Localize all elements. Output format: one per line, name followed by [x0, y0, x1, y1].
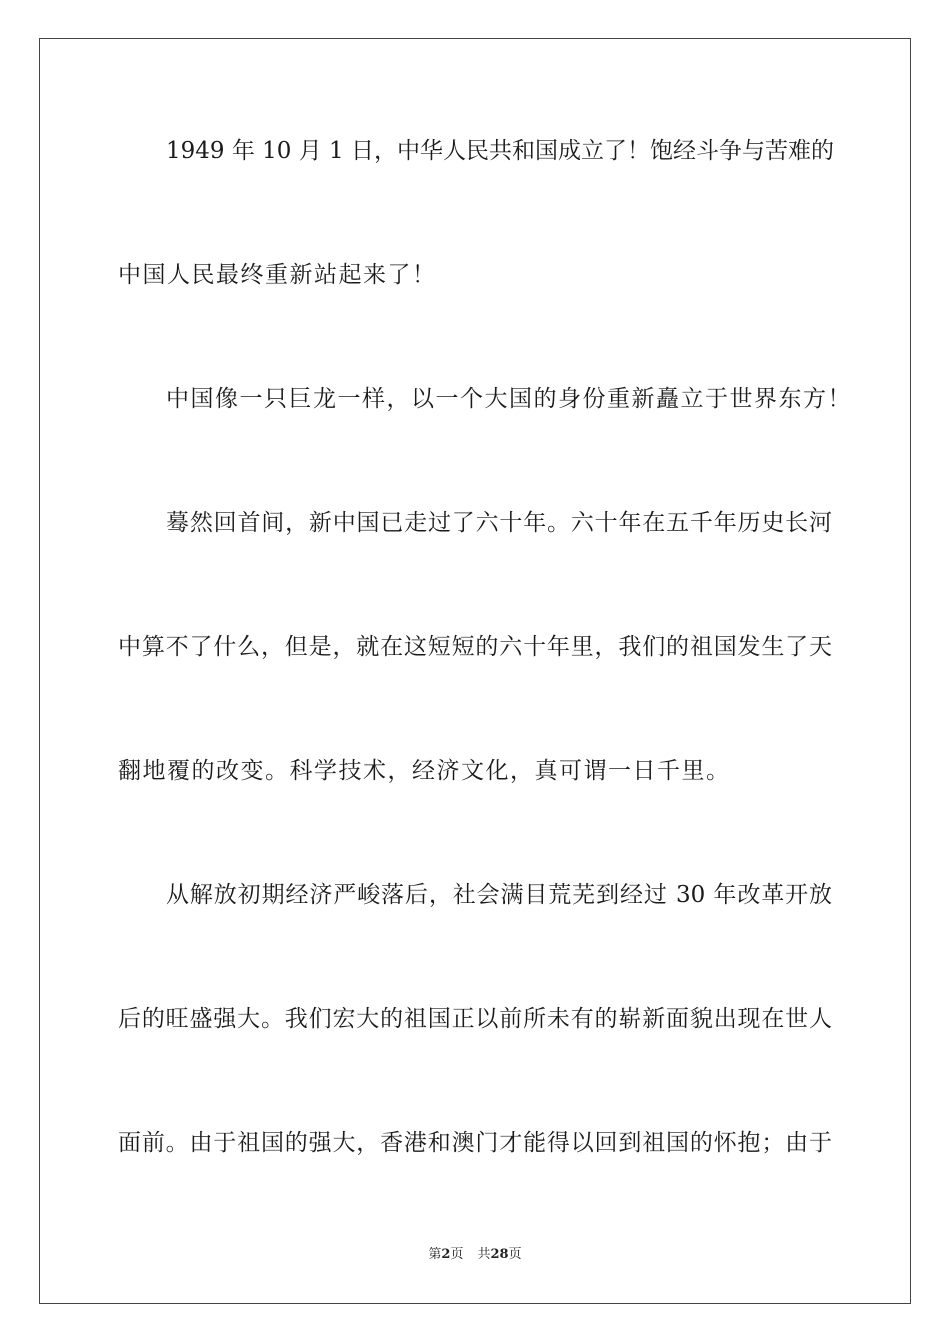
page-border — [39, 38, 911, 1304]
paragraph-3-line-2: 中算不了什么，但是，就在这短短的六十年里，我们的祖国发生了天 — [118, 634, 832, 660]
paragraph-3-line-1: 蓦然回首间，新中国已走过了六十年。六十年在五千年历史长河 — [166, 510, 832, 536]
page-footer — [0, 1246, 950, 1264]
total-pages: 28 — [490, 1247, 509, 1262]
total-suffix: 页 — [508, 1247, 522, 1262]
paragraph-4-line-2: 后的旺盛强大。我们宏大的祖国正以前所未有的崭新面貌出现在世人 — [118, 1006, 832, 1032]
page-prefix: 第 — [428, 1247, 442, 1262]
paragraph-4-line-1: 从解放初期经济严峻落后，社会满目荒芜到经过 30 年改革开放 — [166, 882, 832, 908]
paragraph-3-line-3: 翻地覆的改变。科学技术，经济文化，真可谓一日千里。 — [118, 758, 731, 784]
paragraph-4-line-3: 面前。由于祖国的强大，香港和澳门才能得以回到祖国的怀抱；由于 — [118, 1130, 832, 1156]
paragraph-1-line-2: 中国人民最终重新站起来了！ — [118, 262, 437, 288]
page-number: 2 — [441, 1247, 451, 1262]
paragraph-1-line-1: 1949 年 10 月 1 日，中华人民共和国成立了！饱经斗争与苦难的 — [166, 138, 834, 164]
page-suffix: 页 — [450, 1247, 464, 1262]
total-prefix: 共 — [477, 1247, 491, 1262]
paragraph-2-line-1: 中国像一只巨龙一样，以一个大国的身份重新矗立于世界东方！ — [166, 386, 852, 412]
